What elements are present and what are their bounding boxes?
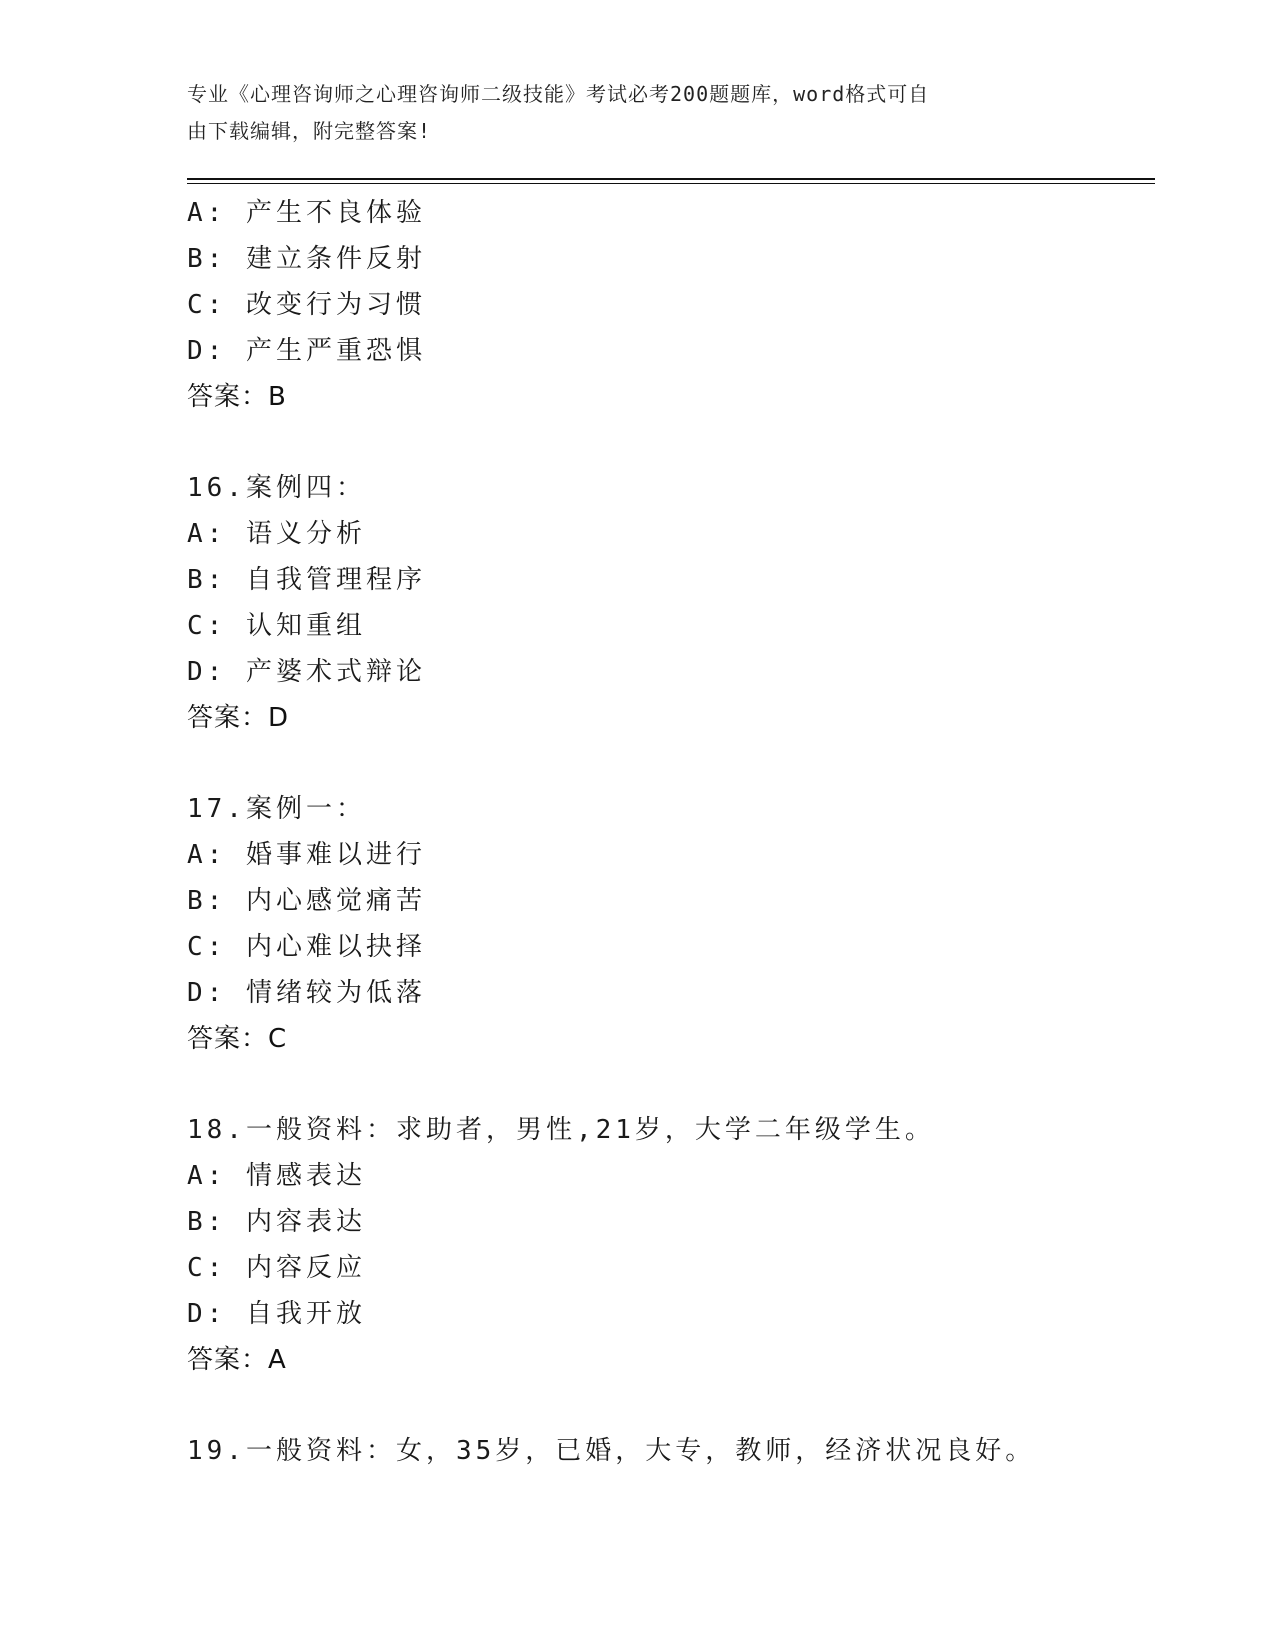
header-line-1: 专业《心理咨询师之心理咨询师二级技能》考试必考200题题库，word格式可自	[187, 82, 930, 106]
block-spacer	[187, 1062, 1155, 1107]
answer-line: 答案：B	[187, 382, 287, 412]
option-a: A: 情感表达	[187, 1161, 366, 1191]
option-b: B: 自我管理程序	[187, 565, 426, 595]
option-b: B: 建立条件反射	[187, 244, 426, 274]
answer-line: 答案：D	[187, 703, 290, 733]
option-c: C: 内容反应	[187, 1253, 366, 1283]
header-line-2: 由下载编辑，附完整答案!	[187, 119, 432, 143]
question-stem: 17.案例一：	[187, 794, 366, 824]
block-spacer	[187, 420, 1155, 465]
option-a: A: 语义分析	[187, 519, 366, 549]
option-b: B: 内心感觉痛苦	[187, 886, 426, 916]
answer-line: 答案：C	[187, 1024, 288, 1054]
question-block	[187, 1107, 1155, 1383]
document-header	[187, 76, 1087, 150]
option-c: C: 改变行为习惯	[187, 290, 426, 320]
block-spacer	[187, 1383, 1155, 1428]
option-d: D: 自我开放	[187, 1299, 366, 1329]
question-stem: 18.一般资料：求助者，男性,21岁，大学二年级学生。	[187, 1115, 935, 1145]
question-stem: 19.一般资料：女，35岁，已婚，大专，教师，经济状况良好。	[187, 1436, 1036, 1466]
option-c: C: 内心难以抉择	[187, 932, 426, 962]
question-block	[187, 190, 1155, 420]
answer-line: 答案：A	[187, 1345, 287, 1375]
question-stem: 16.案例四：	[187, 473, 366, 503]
option-c: C: 认知重组	[187, 611, 366, 641]
question-block	[187, 1428, 1155, 1474]
option-d: D: 情绪较为低落	[187, 978, 426, 1008]
option-b: B: 内容表达	[187, 1207, 366, 1237]
option-d: D: 产婆术式辩论	[187, 657, 426, 687]
header-divider-thin	[187, 183, 1155, 184]
block-spacer	[187, 741, 1155, 786]
question-block	[187, 786, 1155, 1062]
header-divider-thick	[187, 178, 1155, 180]
option-a: A: 婚事难以进行	[187, 840, 426, 870]
option-d: D: 产生严重恐惧	[187, 336, 426, 366]
option-a: A: 产生不良体验	[187, 198, 426, 228]
question-block	[187, 465, 1155, 741]
question-list	[187, 190, 1155, 1474]
